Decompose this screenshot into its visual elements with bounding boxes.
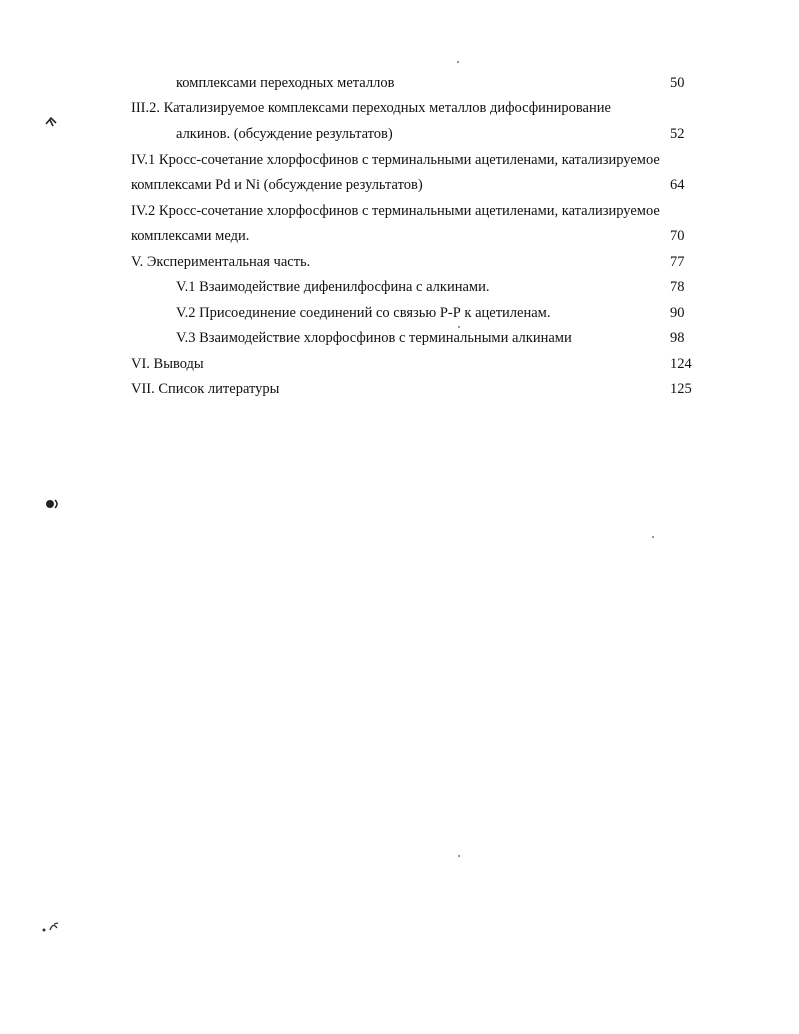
toc-entry-text: IV.2 Кросс-сочетание хлорфосфинов с терминальными ацетиленами, катализируемое	[131, 203, 660, 219]
toc-entry-page: 52	[670, 126, 685, 142]
toc-entry-text: IV.1 Кросс-сочетание хлорфосфинов с терминальными ацетиленами, катализируемое	[131, 152, 660, 168]
toc-entry-page: 125	[670, 381, 692, 397]
toc-entry-text: V.2 Присоединение соединений со связью Р-Р к ацетиленам.	[176, 305, 551, 321]
toc-entry-text: комплексами переходных металлов	[176, 75, 395, 91]
scan-dot	[652, 536, 654, 538]
toc-entry-text: III.2. Катализируемое комплексами переходных металлов дифосфинирование	[131, 100, 611, 116]
toc-entry-text: алкинов. (обсуждение результатов)	[176, 126, 393, 142]
toc-entry-page: 78	[670, 279, 685, 295]
toc-entry-page: 70	[670, 228, 685, 244]
toc-entry-text: V.3 Взаимодействие хлорфосфинов с терминальными алкинами	[176, 330, 572, 346]
scan-mark	[41, 920, 61, 939]
scan-dot	[458, 326, 460, 328]
scan-mark	[45, 497, 61, 516]
toc-entry-page: 50	[670, 75, 685, 91]
scan-dot	[458, 855, 460, 857]
toc-entry-text: комплексами меди.	[131, 228, 250, 244]
toc-entry-page: 98	[670, 330, 685, 346]
toc-entry-page: 64	[670, 177, 685, 193]
toc-entry-text: VI. Выводы	[131, 356, 204, 372]
toc-entry-page: 124	[670, 356, 692, 372]
scan-dot	[457, 61, 459, 63]
toc-entry-text: VII. Список литературы	[131, 381, 280, 397]
scan-mark	[44, 114, 58, 133]
toc-entry-page: 90	[670, 305, 685, 321]
toc-entry-page: 77	[670, 254, 685, 270]
toc-entry-text: комплексами Pd и Ni (обсуждение результатов)	[131, 177, 423, 193]
toc-entry-text: V.1 Взаимодействие дифенилфосфина с алкинами.	[176, 279, 490, 295]
toc-entry-text: V. Экспериментальная часть.	[131, 254, 311, 270]
